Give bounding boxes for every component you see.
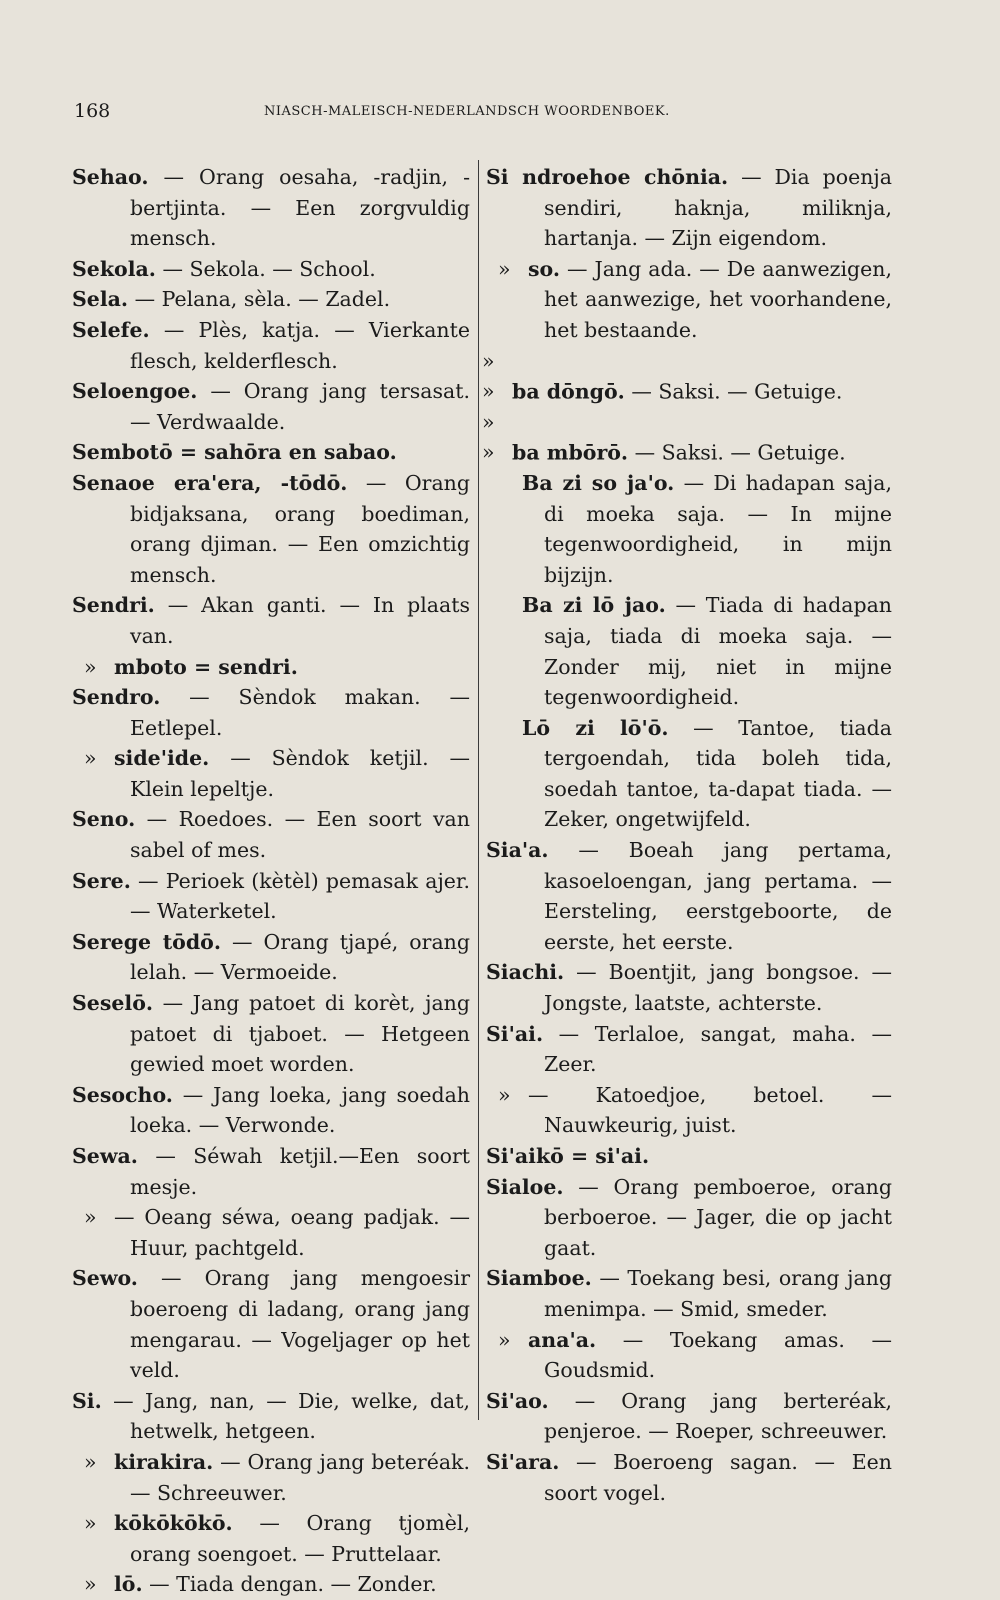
headword: Siachi. bbox=[486, 960, 565, 985]
definition: — Di hadapan saja, di moeka saja. — In mijne tegenwoordigheid, in mijn bijzijn. bbox=[544, 470, 893, 587]
dictionary-entry bbox=[72, 1141, 470, 1202]
ditto-mark: » bbox=[498, 1327, 511, 1352]
ditto-mark: » » bbox=[482, 348, 495, 404]
dictionary-entry bbox=[72, 590, 470, 651]
dictionary-entry bbox=[486, 1386, 892, 1447]
definition: — Boeah jang pertama, kasoeloengan, jang pertama. — Eersteling, eerstgeboorte, de eerste, het eerste. bbox=[544, 838, 892, 954]
definition: — Orang jang beteréak. — Schreeuwer. bbox=[130, 1449, 470, 1505]
headword: Seloengoe. bbox=[72, 379, 198, 404]
ditto-mark: » bbox=[84, 654, 97, 679]
definition: — Orang bidjaksana, orang boediman, orang djiman. — Een omzichtig mensch. bbox=[130, 470, 470, 587]
headword: Lō zi lō'ō. bbox=[522, 715, 669, 740]
dictionary-entry bbox=[72, 804, 470, 865]
definition: — Roedoes. — Een soort van sabel of mes. bbox=[130, 807, 470, 863]
headword: Sewa. bbox=[72, 1144, 138, 1168]
dictionary-entry bbox=[486, 1447, 892, 1508]
column-divider bbox=[478, 160, 479, 1420]
dictionary-entry bbox=[486, 254, 892, 346]
definition: — Boentjit, jang bongsoe. — Jongste, laatste, achterste. bbox=[544, 960, 892, 1016]
dictionary-entry bbox=[72, 1263, 470, 1385]
running-title: NIASCH-MALEISCH-NEDERLANDSCH WOORDENBOEK. bbox=[264, 104, 670, 119]
headword: Si'ao. bbox=[486, 1388, 549, 1413]
headword: lō. bbox=[114, 1572, 143, 1597]
dictionary-entry bbox=[72, 743, 470, 804]
dictionary-entry bbox=[72, 1569, 470, 1600]
dictionary-entry bbox=[486, 468, 892, 590]
headword: ana'a. bbox=[528, 1327, 597, 1352]
dictionary-entry bbox=[72, 1080, 470, 1141]
headword: Sere. bbox=[72, 868, 131, 893]
dictionary-entry bbox=[72, 927, 470, 988]
dictionary-entry bbox=[486, 1325, 892, 1386]
headword: Seselō. bbox=[72, 991, 154, 1016]
ditto-mark: » bbox=[84, 1511, 97, 1536]
dictionary-entry bbox=[72, 1508, 470, 1569]
definition: — Séwah ketjil.—Een soort mesje. bbox=[130, 1144, 470, 1199]
headword: Si'aikō = si'ai. bbox=[486, 1144, 650, 1168]
dictionary-entry bbox=[72, 682, 470, 743]
headword: Selefe. bbox=[72, 317, 150, 342]
definition: — Saksi. — Getuige. bbox=[628, 440, 846, 465]
dictionary-entry bbox=[486, 162, 892, 254]
definition: — Pelana, sèla. — Zadel. bbox=[128, 287, 391, 312]
definition: — Orang tjomèl, orang soengoet. — Pruttelaar. bbox=[130, 1511, 470, 1566]
definition: — Oeang séwa, oeang padjak. — Huur, pachtgeld. bbox=[114, 1205, 470, 1260]
right-column bbox=[482, 162, 893, 1508]
dictionary-entry bbox=[72, 1447, 470, 1508]
dictionary-entry bbox=[486, 1263, 892, 1324]
dictionary-entry bbox=[486, 1019, 892, 1080]
definition: — Jang patoet di korèt, jang patoet di tjaboet. — Hetgeen gewied moet worden. bbox=[130, 991, 470, 1077]
dictionary-entry bbox=[486, 713, 892, 835]
headword: mboto = sendri. bbox=[114, 654, 298, 679]
page-number: 168 bbox=[74, 100, 111, 122]
definition: — Boeroeng sagan. — Een soort vogel. bbox=[544, 1449, 892, 1505]
headword: Si'ara. bbox=[486, 1449, 560, 1474]
headword: kirakira. bbox=[114, 1449, 214, 1474]
dictionary-entry bbox=[72, 376, 470, 437]
definition: — Tiada dengan. — Zonder. bbox=[142, 1572, 437, 1597]
definition: — Orang jang mengoesir boeroeng di ladang, orang jang mengarau. — Vogeljager op het veld. bbox=[130, 1266, 470, 1383]
dictionary-entry bbox=[486, 835, 892, 957]
headword: Si. bbox=[72, 1388, 102, 1413]
headword: Sendro. bbox=[72, 685, 161, 710]
headword: so. bbox=[528, 256, 560, 281]
definition: — Orang jang tersasat. — Verdwaalde. bbox=[130, 379, 470, 434]
headword: Seno. bbox=[72, 807, 136, 832]
dictionary-entry bbox=[486, 590, 892, 712]
headword: ba dōngō. bbox=[512, 379, 625, 404]
definition: — Orang pemboeroe, orang berboeroe. — Jager, die op jacht gaat. bbox=[544, 1174, 892, 1260]
headword: ba mbōrō. bbox=[512, 440, 629, 465]
definition: — Toekang besi, orang jang menimpa. — Smid, smeder. bbox=[544, 1266, 892, 1321]
dictionary-entry bbox=[486, 1172, 892, 1264]
dictionary-entry bbox=[486, 957, 892, 1018]
left-column bbox=[72, 162, 470, 1600]
headword: Siamboe. bbox=[486, 1266, 592, 1291]
ditto-mark: » bbox=[84, 746, 97, 771]
headword: Sekola. bbox=[72, 256, 156, 281]
definition: — Katoedjoe, betoel. — Nauwkeurig, juist. bbox=[528, 1082, 892, 1138]
dictionary-entry bbox=[72, 315, 470, 376]
definition: — Orang jang berteréak, penjeroe. — Roeper, schreeuwer. bbox=[544, 1388, 892, 1444]
dictionary-entry bbox=[72, 468, 470, 590]
dictionary-entry bbox=[72, 254, 470, 285]
dictionary-entry bbox=[72, 437, 470, 468]
definition: — Sèndok makan. — Eetlepel. bbox=[130, 685, 470, 740]
definition: — Orang tjapé, orang lelah. — Vermoeide. bbox=[130, 929, 470, 985]
headword: Sendri. bbox=[72, 593, 155, 618]
dictionary-entry bbox=[72, 866, 470, 927]
headword: Si'ai. bbox=[486, 1021, 544, 1046]
definition: — Akan ganti. — In plaats van. bbox=[130, 593, 470, 648]
dictionary-entry bbox=[72, 1202, 470, 1263]
dictionary-entry bbox=[72, 1386, 470, 1447]
definition: — Jang ada. — De aanwezigen, het aanwezige, het voorhandene, het bestaande. bbox=[544, 256, 892, 342]
ditto-mark: » bbox=[84, 1572, 97, 1597]
definition: — Sèndok ketjil. — Klein lepeltje. bbox=[130, 746, 470, 801]
dictionary-entry bbox=[72, 162, 470, 254]
definition: — Dia poenja sendiri, haknja, miliknja, hartanja. — Zijn eigendom. bbox=[544, 165, 892, 251]
headword: Sia'a. bbox=[486, 838, 549, 863]
definition: — Tiada di hadapan saja, tiada di moeka saja. — Zonder mij, niet in mijne tegenwoordigheid. bbox=[544, 593, 893, 710]
headword: Sesocho. bbox=[72, 1082, 173, 1107]
definition: — Perioek (kètèl) pemasak ajer. — Waterketel. bbox=[130, 868, 470, 924]
ditto-mark: » bbox=[84, 1449, 97, 1474]
headword: Ba zi lō jao. bbox=[522, 593, 666, 618]
ditto-mark: » » bbox=[482, 409, 495, 465]
headword: Sembotō = sahōra en sabao. bbox=[72, 440, 397, 465]
headword: Ba zi so ja'o. bbox=[522, 470, 675, 495]
definition: — Jang loeka, jang soedah loeka. — Verwonde. bbox=[130, 1082, 470, 1138]
page-header bbox=[68, 100, 932, 130]
definition: — Tantoe, tiada tergoendah, tida boleh tida, soedah tantoe, ta-dapat tiada. — Zeker, ongetwijfeld. bbox=[544, 715, 892, 832]
dictionary-entry bbox=[72, 988, 470, 1080]
headword: Si ndroehoe chōnia. bbox=[486, 165, 729, 189]
headword: Sehao. bbox=[72, 165, 149, 189]
headword: side'ide. bbox=[114, 746, 210, 771]
headword: Serege tōdō. bbox=[72, 929, 221, 954]
ditto-mark: » bbox=[498, 1082, 511, 1107]
dictionary-entry bbox=[72, 652, 470, 683]
headword: Sialoe. bbox=[486, 1174, 564, 1199]
ditto-mark: » bbox=[498, 256, 511, 281]
dictionary-entry bbox=[72, 284, 470, 315]
ditto-mark: » bbox=[84, 1205, 97, 1230]
definition: — Orang oesaha, -radjin, -bertjinta. — Een zorgvuldig mensch. bbox=[130, 165, 470, 251]
dictionary-entry bbox=[482, 346, 892, 407]
definition: — Plès, katja. — Vierkante flesch, kelderflesch. bbox=[130, 317, 470, 373]
dictionary-entry bbox=[486, 1080, 892, 1141]
headword: kōkōkōkō. bbox=[114, 1511, 233, 1536]
definition: — Sekola. — School. bbox=[155, 256, 376, 281]
definition: — Saksi. — Getuige. bbox=[624, 379, 843, 404]
definition: — Jang, nan, — Die, welke, dat, hetwelk, hetgeen. bbox=[101, 1388, 470, 1444]
dictionary-entry bbox=[482, 407, 892, 468]
headword: Sewo. bbox=[72, 1266, 138, 1291]
dictionary-entry bbox=[486, 1141, 892, 1172]
definition: — Terlaloe, sangat, maha. — Zeer. bbox=[543, 1021, 892, 1077]
headword: Senaoe era'era, -tōdō. bbox=[72, 470, 348, 495]
headword: Sela. bbox=[72, 287, 129, 312]
definition: — Toekang amas. — Goudsmid. bbox=[544, 1327, 892, 1383]
